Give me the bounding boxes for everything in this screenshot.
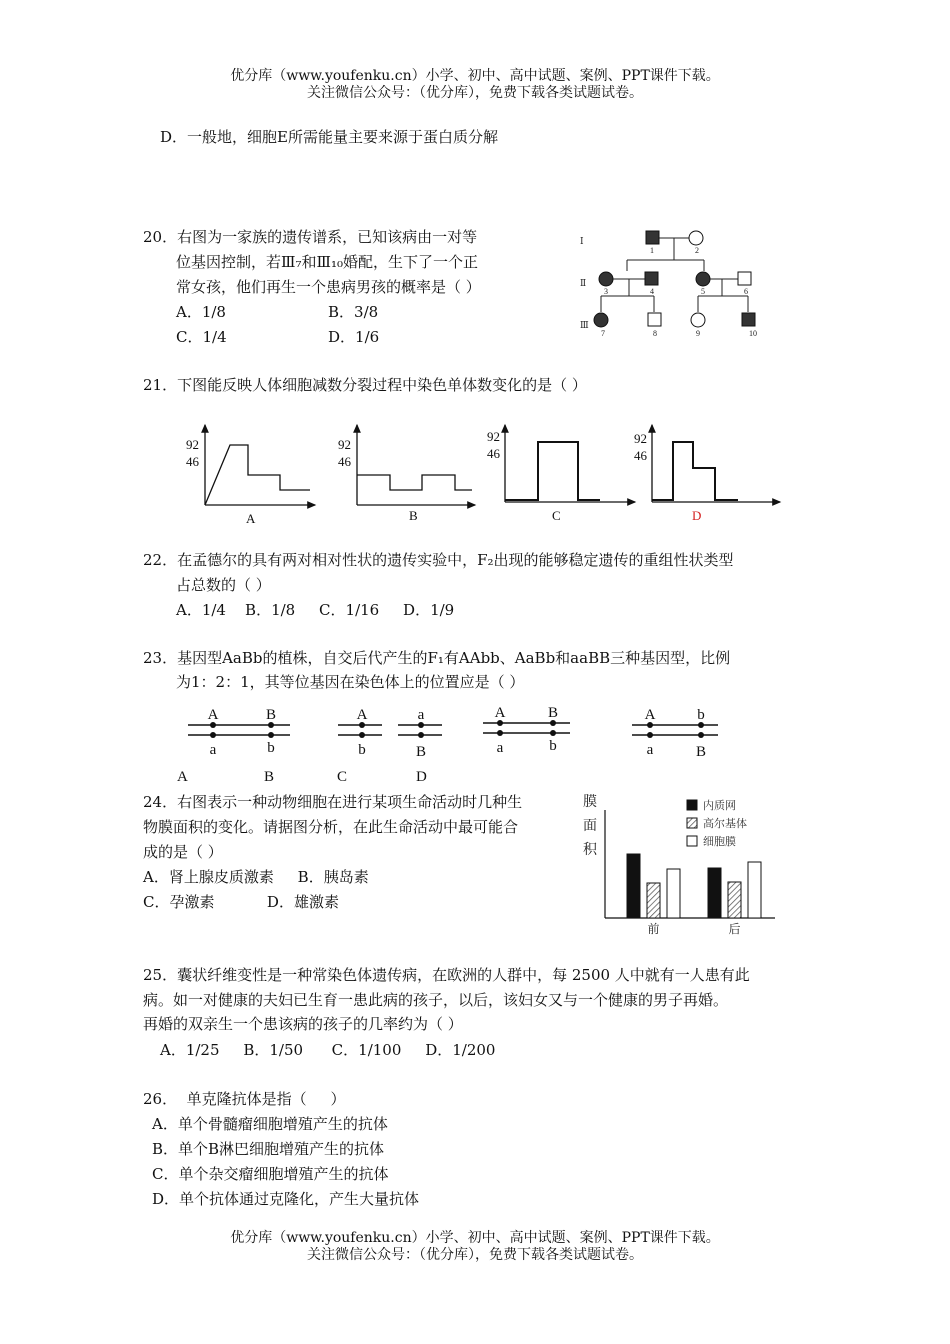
individual-II6 <box>738 272 751 285</box>
q26-option-d: D．单个抗体通过克隆化，产生大量抗体 <box>152 1190 420 1208</box>
graph-a-line <box>205 445 310 505</box>
q26-option-a: A．单个骨髓瘤细胞增殖产生的抗体 <box>152 1115 388 1133</box>
q21-graphs <box>180 420 800 530</box>
individual-II4 <box>645 272 658 285</box>
page-footer <box>0 1230 950 1264</box>
ylabel-char-1: 膜 <box>583 795 597 810</box>
gene-label: b <box>697 707 705 723</box>
individual-III9 <box>691 313 705 327</box>
bar-细胞膜-后 <box>748 862 761 918</box>
graph-d-line <box>652 442 738 500</box>
q25-options: A．1/25 B．1/50 C．1/100 D．1/200 <box>160 1041 496 1059</box>
gene-label: A <box>207 707 219 723</box>
legend-label: 高尔基体 <box>703 818 747 830</box>
q23-label-a: A <box>177 769 188 785</box>
q22-stem-2: 占总数的（ ） <box>176 576 271 594</box>
individual-III8 <box>648 313 661 326</box>
q20-option-d: D．1/6 <box>328 328 380 346</box>
bar-高尔基体-前 <box>647 883 660 918</box>
ylabel-char-2: 面 <box>583 819 597 834</box>
gene-label: b <box>267 740 275 756</box>
header-line-2: 关注微信公众号：（优分库），免费下载各类试题试卷。 <box>307 85 643 101</box>
q21-stem: 21．下图能反映人体细胞减数分裂过程中染色单体数变化的是（ ） <box>143 376 587 394</box>
page-header <box>0 68 950 102</box>
category-label: 前 <box>647 922 660 936</box>
gene-label: A <box>644 707 656 723</box>
gen-label-2: Ⅱ <box>580 278 587 288</box>
gene-label: a <box>496 740 504 756</box>
label-3: 3 <box>604 287 608 296</box>
label-9: 9 <box>696 329 700 338</box>
q26-option-b: B．单个B淋巴细胞增殖产生的抗体 <box>152 1140 385 1158</box>
q23-label-d: D <box>416 769 427 785</box>
bar-内质网-前 <box>627 854 640 918</box>
q24-stem-1: 24．右图表示一种动物细胞在进行某项生命活动时几种生 <box>143 793 523 811</box>
legend-label: 内质网 <box>703 800 736 812</box>
footer-line-1: 优分库（www.youfenku.cn）小学、初中、高中试题、案例、PPT课件下载。 <box>230 1230 720 1246</box>
q24-options-ab: A．肾上腺皮质激素 B．胰岛素 <box>143 868 369 886</box>
gene-label: B <box>415 744 427 760</box>
q19-option-d: D．一般地，细胞E所需能量主要来源于蛋白质分解 <box>160 128 498 146</box>
category-label: 后 <box>728 922 741 936</box>
graph-c-line <box>505 442 600 500</box>
footer-line-2: 关注微信公众号：（优分库），免费下载各类试题试卷。 <box>307 1247 643 1263</box>
gene-label: B <box>547 705 559 721</box>
q22-options: A．1/4 B．1/8 C．1/16 D．1/9 <box>176 601 455 619</box>
bar-高尔基体-后 <box>728 882 741 918</box>
label-8: 8 <box>653 329 657 338</box>
header-line-1: 优分库（www.youfenku.cn）小学、初中、高中试题、案例、PPT课件下载。 <box>230 68 720 84</box>
gene-label: B <box>695 744 707 760</box>
q24-stem-2: 物膜面积的变化。请据图分析，在此生命活动中最可能合 <box>143 818 519 836</box>
ylabel-char-3: 积 <box>583 843 597 858</box>
q23-label-c: C <box>337 769 348 785</box>
legend-label: 细胞膜 <box>703 836 736 848</box>
q25-stem-3: 再婚的双亲生一个患该病的孩子的几率约为（ ） <box>143 1015 463 1033</box>
gene-label: a <box>209 742 217 758</box>
q23-label-b: B <box>264 769 275 785</box>
label-10: 10 <box>749 329 757 338</box>
q24-stem-3: 成的是（ ） <box>143 843 223 861</box>
q23-stem-2: 为1：2：1，其等位基因在染色体上的位置应是（ ） <box>176 673 525 691</box>
q20-option-c: C．1/4 <box>176 328 227 346</box>
gene-label: A <box>494 705 506 721</box>
label-4: 4 <box>650 287 654 296</box>
graph-c-y92: 92 <box>487 429 500 444</box>
label-2: 2 <box>695 246 699 255</box>
pedigree-diagram <box>570 222 780 346</box>
q25-stem-1: 25．囊状纤维变性是一种常染色体遗传病，在欧洲的人群中，每 2500 人中就有一人患有此 <box>143 966 750 984</box>
graph-a-label: A <box>246 511 256 526</box>
bar-细胞膜-前 <box>667 869 680 918</box>
q20-option-a: A．1/8 <box>176 303 226 321</box>
individual-III10 <box>742 313 755 326</box>
gen-label-3: Ⅲ <box>580 320 589 330</box>
individual-III7 <box>594 313 608 327</box>
individual-II5 <box>696 272 710 286</box>
label-1: 1 <box>650 246 654 255</box>
q22-stem-1: 22．在孟德尔的具有两对相对性状的遗传实验中，F₂出现的能够稳定遗传的重组性状类型 <box>143 551 734 569</box>
gene-label: A <box>356 707 368 723</box>
individual-I2 <box>689 231 703 245</box>
gene-label: a <box>646 742 654 758</box>
q24-options-cd: C．孕激素 D．雄激素 <box>143 893 339 911</box>
gene-label: b <box>358 742 366 758</box>
individual-I1 <box>646 231 659 244</box>
q20-stem-2: 位基因控制，若Ⅲ₇和Ⅲ₁₀婚配，生下了一个正 <box>176 253 478 271</box>
graph-b-line <box>357 475 472 490</box>
label-7: 7 <box>601 329 605 338</box>
gene-label: a <box>417 707 425 723</box>
gen-label-1: Ⅰ <box>580 236 584 246</box>
legend-swatch <box>687 818 697 828</box>
graph-a-y92: 92 <box>186 437 199 452</box>
q20-option-b: B．3/8 <box>328 303 379 321</box>
graph-d-y46: 46 <box>634 448 647 463</box>
q20-stem-1: 20．右图为一家族的遗传谱系，已知该病由一对等 <box>143 228 478 246</box>
graph-c-y46: 46 <box>487 446 500 461</box>
graph-d-y92: 92 <box>634 431 647 446</box>
graph-a-y46: 46 <box>186 454 199 469</box>
q20-stem-3: 常女孩，他们再生一个患病男孩的概率是（ ） <box>176 278 481 296</box>
q26-option-c: C．单个杂交瘤细胞增殖产生的抗体 <box>152 1165 389 1183</box>
legend-swatch <box>687 836 697 846</box>
q24-membrane-chart <box>575 788 790 938</box>
label-6: 6 <box>744 287 748 296</box>
q23-stem-1: 23．基因型AaBb的植株，自交后代产生的F₁有AAbb、AaBb和aaBB三种基因型，比例 <box>143 649 731 667</box>
graph-d-label: D <box>692 508 702 523</box>
graph-b-label: B <box>409 508 418 523</box>
q26-stem: 26． 单克隆抗体是指（ ） <box>143 1090 346 1108</box>
q23-chromosome-diagrams <box>170 700 740 790</box>
gene-label: B <box>265 707 277 723</box>
label-5: 5 <box>701 287 705 296</box>
individual-II3 <box>599 272 613 286</box>
graph-c-label: C <box>552 508 561 523</box>
legend-swatch <box>687 800 697 810</box>
bar-内质网-后 <box>708 868 721 918</box>
q25-stem-2: 病。如一对健康的夫妇已生育一患此病的孩子，以后，该妇女又与一个健康的男子再婚。 <box>143 991 729 1009</box>
gene-label: b <box>549 738 557 754</box>
graph-b-y46: 46 <box>338 454 351 469</box>
graph-b-y92: 92 <box>338 437 351 452</box>
